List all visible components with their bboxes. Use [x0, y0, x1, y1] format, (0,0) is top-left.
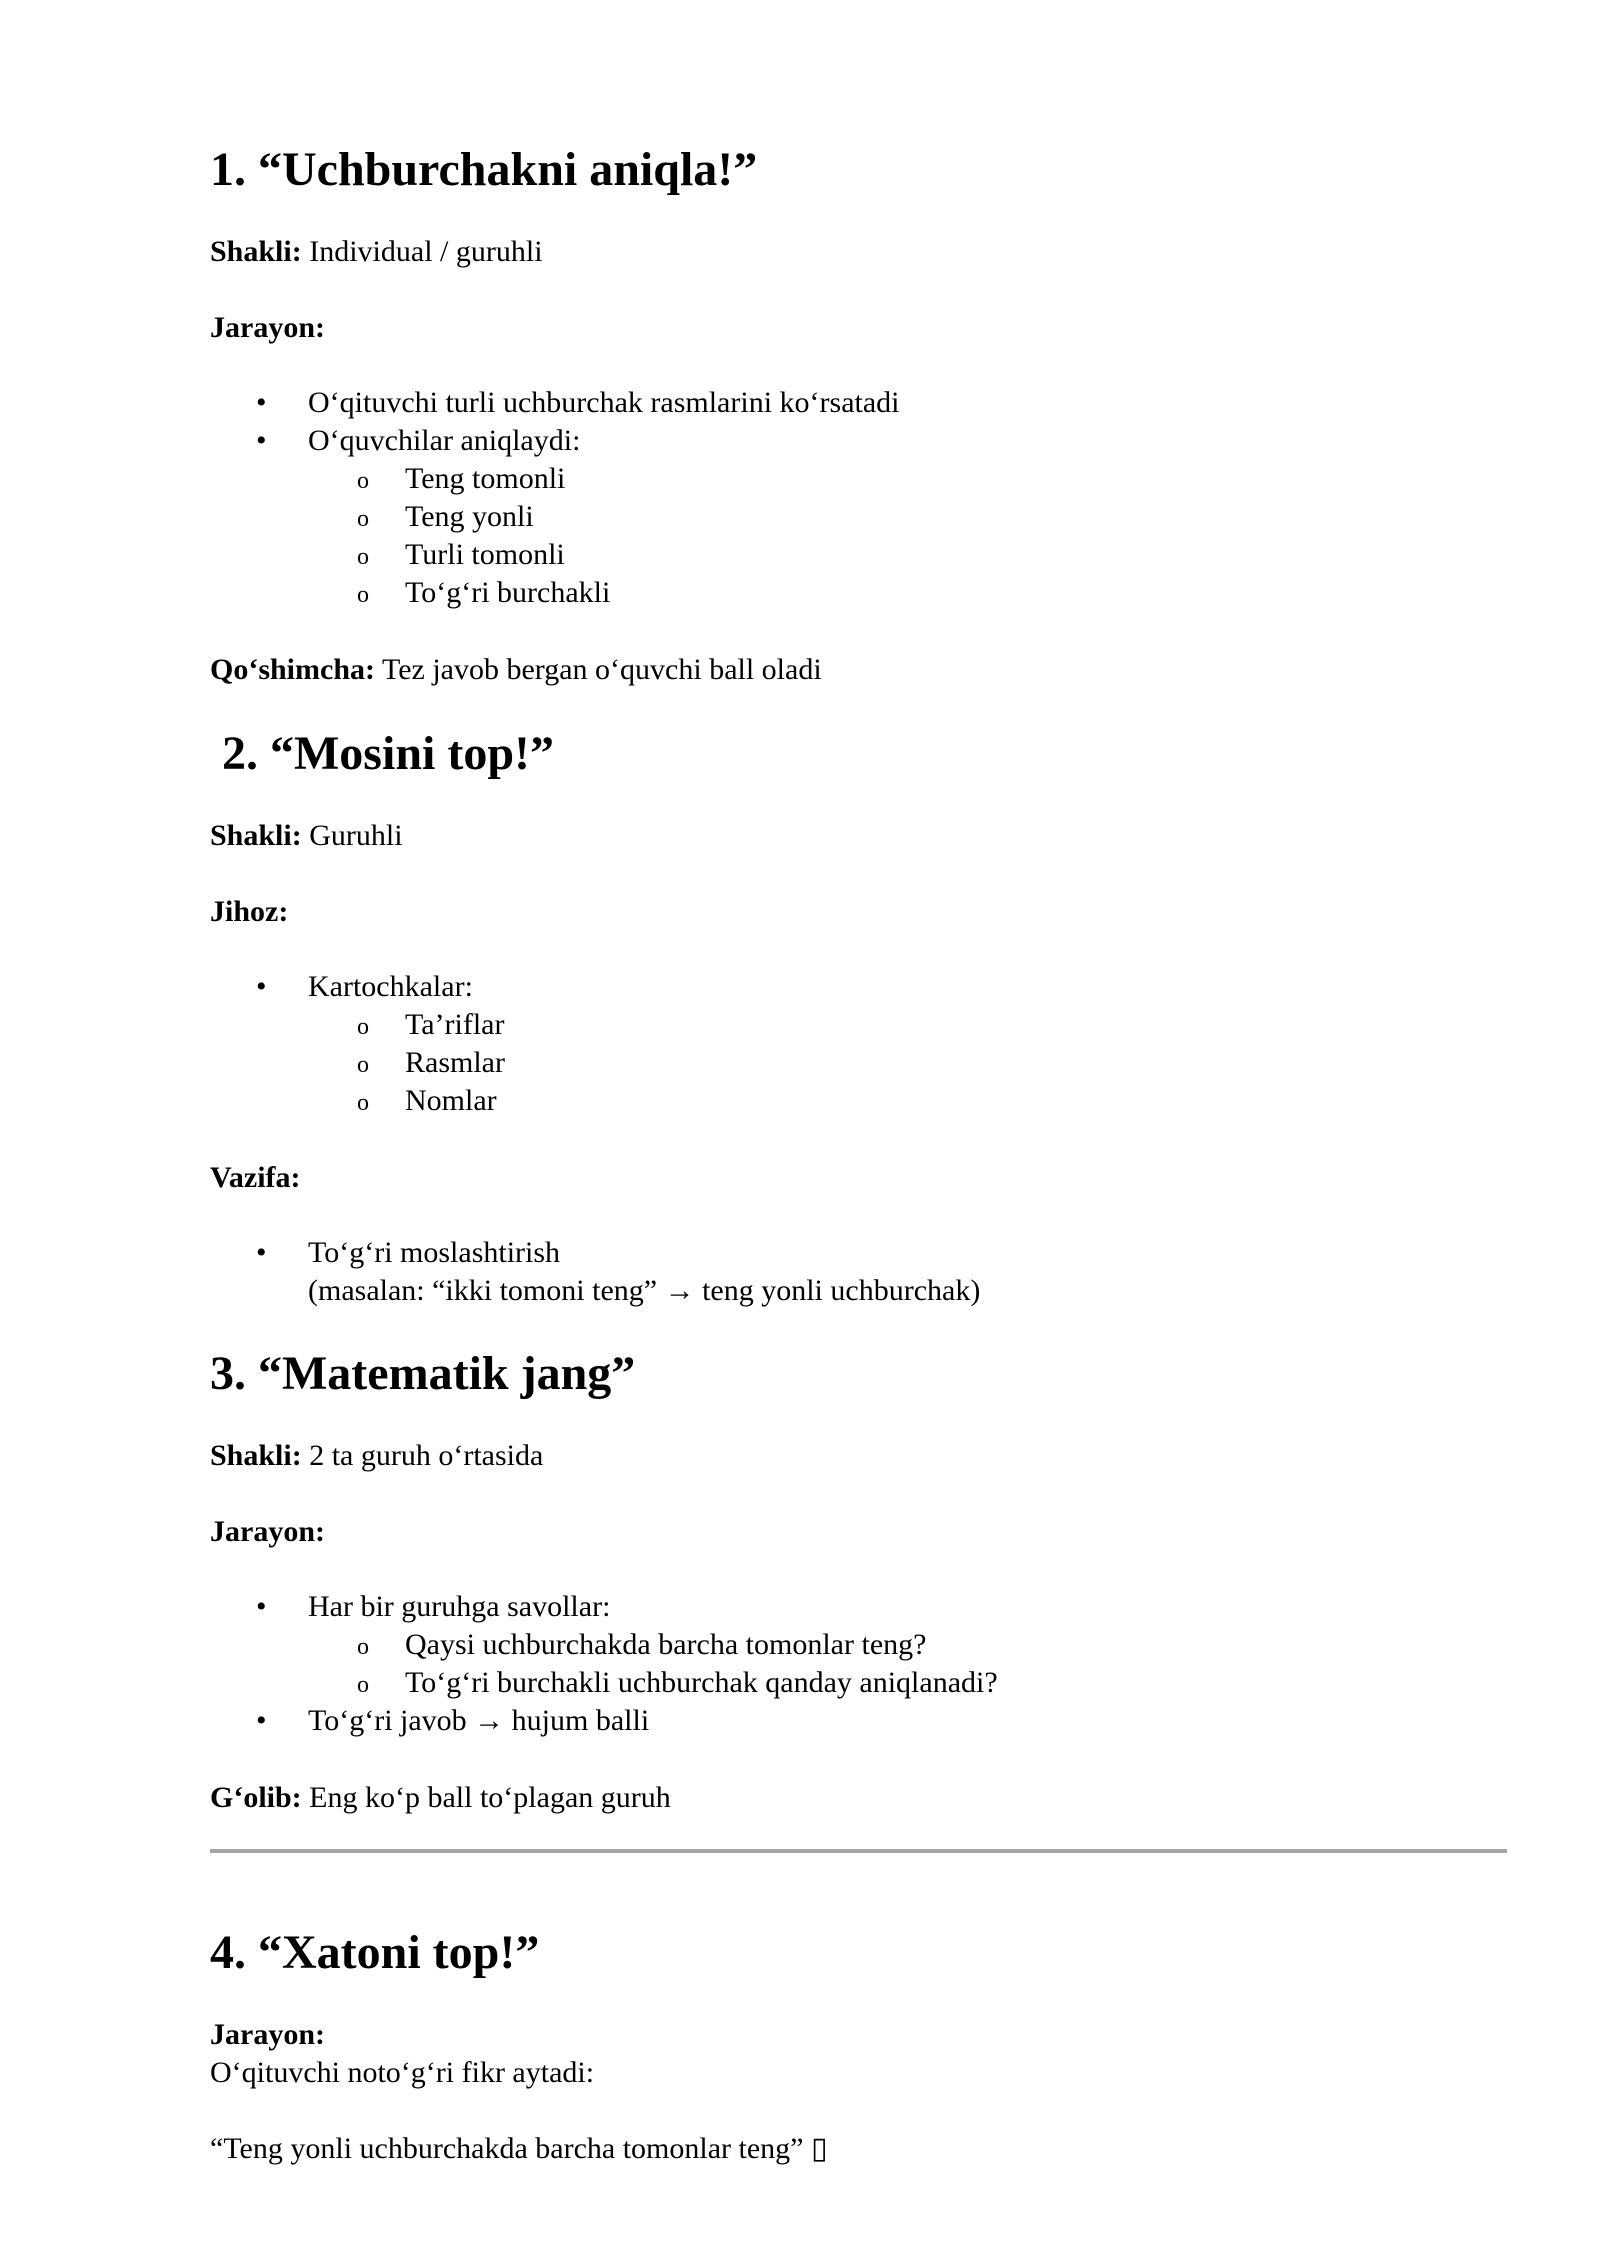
sub-list-item: Rasmlar: [405, 1046, 505, 1079]
section-4-quote: [210, 2130, 828, 2168]
sub-list-item: To‘g‘ri burchakli: [405, 576, 611, 609]
section-3-jarayon-label: Jarayon:: [210, 1515, 325, 1548]
extra-label: Qo‘shimcha:: [210, 653, 375, 686]
shakli-label: Shakli:: [210, 1439, 302, 1472]
missing-glyph-icon: ▯: [811, 2132, 828, 2165]
shakli-value: Guruhli: [301, 819, 403, 852]
sub-bullet-icon: [357, 460, 369, 500]
list-item: Har bir guruhga savollar:: [308, 1590, 611, 1623]
bullet-icon: [256, 968, 267, 1006]
section-3-winner: [210, 1779, 671, 1817]
section-2-heading: 2. “Mosini top!”: [222, 727, 555, 780]
sub-bullet-icon: [357, 1044, 369, 1084]
section-4-line: O‘qituvchi noto‘g‘ri fikr aytadi:: [210, 2056, 595, 2089]
section-3-heading: 3. “Matematik jang”: [210, 1347, 636, 1400]
shakli-label: Shakli:: [210, 235, 302, 268]
sub-bullet-icon: [357, 498, 369, 538]
sub-bullet-icon: [357, 536, 369, 576]
sub-bullet-icon: [357, 1082, 369, 1122]
section-1-heading: 1. “Uchburchakni aniqla!”: [210, 143, 758, 196]
sub-list-item: Ta’riflar: [405, 1008, 505, 1041]
bullet-icon: [256, 1588, 267, 1626]
list-item: To‘g‘ri moslashtirish: [308, 1236, 561, 1269]
sub-list-item: Qaysi uchburchakda barcha tomonlar teng?: [405, 1628, 927, 1661]
section-2-shakli: [210, 817, 403, 855]
bullet-icon: [256, 1702, 267, 1740]
sub-list-item: Teng yonli: [405, 500, 534, 533]
section-3-shakli: [210, 1437, 543, 1475]
section-1-jarayon-label: Jarayon:: [210, 311, 325, 344]
list-item: Kartochkalar:: [308, 970, 473, 1003]
shakli-value: Individual / guruhli: [301, 235, 543, 268]
shakli-label: Shakli:: [210, 819, 302, 852]
sub-list-item: Teng tomonli: [405, 462, 566, 495]
shakli-value: 2 ta guruh o‘rtasida: [301, 1439, 544, 1472]
sub-bullet-icon: [357, 574, 369, 614]
section-4-jarayon-label: Jarayon:: [210, 2018, 325, 2051]
bullet-icon: [256, 1234, 267, 1272]
section-4-heading: 4. “Xatoni top!”: [210, 1926, 540, 1979]
sub-bullet-icon: [357, 1626, 369, 1666]
extra-value: Tez javob bergan o‘quvchi ball oladi: [375, 653, 822, 686]
list-item: O‘qituvchi turli uchburchak rasmlarini ko‘rsatadi: [308, 386, 900, 419]
winner-value: Eng ko‘p ball to‘plagan guruh: [301, 1781, 671, 1814]
section-1-extra: [210, 651, 822, 689]
section-2-vazifa-label: Vazifa:: [210, 1161, 301, 1194]
sub-bullet-icon: [357, 1664, 369, 1704]
sub-list-item: Nomlar: [405, 1084, 497, 1117]
section-1-shakli: [210, 233, 543, 271]
bullet-icon: [256, 422, 267, 460]
sub-bullet-icon: [357, 1006, 369, 1046]
horizontal-divider: [210, 1849, 1507, 1853]
list-item: To‘g‘ri javob → hujum balli: [308, 1704, 650, 1737]
quote-text: “Teng yonli uchburchakda barcha tomonlar teng”: [210, 2132, 811, 2165]
winner-label: G‘olib:: [210, 1781, 302, 1814]
sub-list-item: To‘g‘ri burchakli uchburchak qanday aniqlanadi?: [405, 1666, 998, 1699]
list-item-continuation: (masalan: “ikki tomoni teng” → teng yonli uchburchak): [308, 1274, 981, 1307]
section-2-jihoz-label: Jihoz:: [210, 895, 289, 928]
bullet-icon: [256, 384, 267, 422]
list-item: O‘quvchilar aniqlaydi:: [308, 424, 581, 457]
sub-list-item: Turli tomonli: [405, 538, 565, 571]
